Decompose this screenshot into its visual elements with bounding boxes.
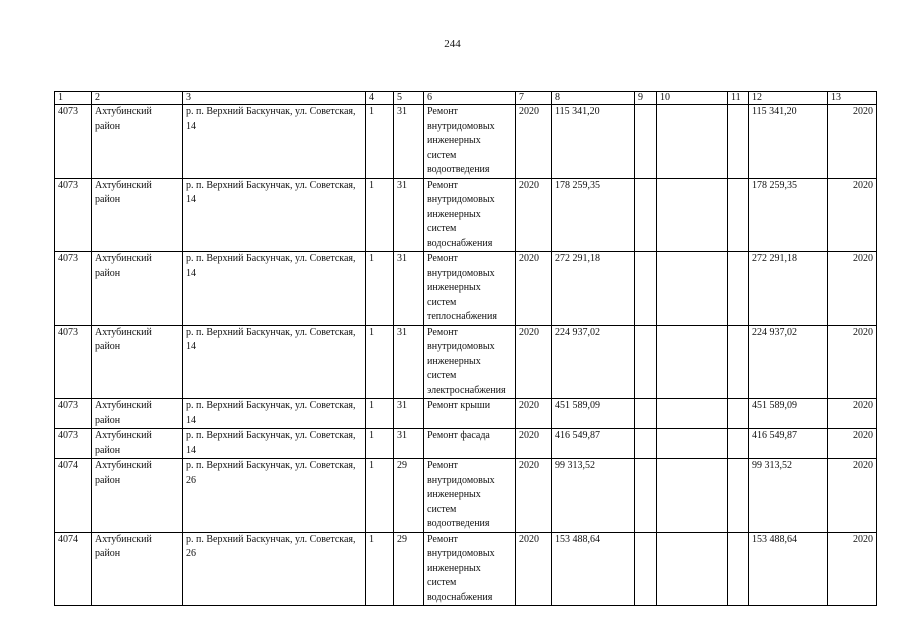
table-cell: Ремонт внутридомовых инженерных систем водоснабжения: [424, 178, 516, 252]
table-cell: 2020: [516, 399, 552, 429]
column-header: 13: [828, 92, 877, 105]
table-cell: р. п. Верхний Баскунчак, ул. Советская, 14: [183, 325, 366, 399]
table-cell: р. п. Верхний Баскунчак, ул. Советская, 14: [183, 252, 366, 326]
table-cell: 416 549,87: [552, 429, 635, 459]
table-cell: [728, 429, 749, 459]
table-cell: 2020: [828, 459, 877, 533]
table-cell: [728, 399, 749, 429]
table-cell: Ремонт внутридомовых инженерных систем водоотведения: [424, 105, 516, 179]
table-cell: 31: [394, 325, 424, 399]
table-cell: 2020: [828, 325, 877, 399]
table-cell: 1: [366, 459, 394, 533]
column-header: 6: [424, 92, 516, 105]
table-cell: 4073: [55, 325, 92, 399]
table-cell: 4073: [55, 178, 92, 252]
column-header: 10: [657, 92, 728, 105]
table-cell: 2020: [828, 532, 877, 606]
table-cell: Ахтубинский район: [92, 105, 183, 179]
table-row: [55, 325, 877, 399]
table-cell: [728, 178, 749, 252]
table-cell: Ахтубинский район: [92, 459, 183, 533]
table-cell: 29: [394, 532, 424, 606]
table-cell: 115 341,20: [749, 105, 828, 179]
table-cell: 4074: [55, 459, 92, 533]
table-cell: Ремонт фасада: [424, 429, 516, 459]
table-row: [55, 178, 877, 252]
table-cell: 4073: [55, 429, 92, 459]
table-row: [55, 532, 877, 606]
table-cell: [657, 105, 728, 179]
column-header: 3: [183, 92, 366, 105]
column-header: 1: [55, 92, 92, 105]
table-cell: 4074: [55, 532, 92, 606]
table-cell: р. п. Верхний Баскунчак, ул. Советская, 14: [183, 178, 366, 252]
table-cell: [635, 399, 657, 429]
table-cell: 451 589,09: [552, 399, 635, 429]
table-cell: 99 313,52: [552, 459, 635, 533]
table-cell: 416 549,87: [749, 429, 828, 459]
table-cell: 99 313,52: [749, 459, 828, 533]
table-cell: 2020: [516, 429, 552, 459]
table-cell: 4073: [55, 105, 92, 179]
table-cell: 31: [394, 399, 424, 429]
table-cell: 1: [366, 532, 394, 606]
table-cell: 2020: [828, 399, 877, 429]
table-cell: 153 488,64: [749, 532, 828, 606]
column-header: 4: [366, 92, 394, 105]
table-cell: р. п. Верхний Баскунчак, ул. Советская, 14: [183, 429, 366, 459]
table-cell: Ремонт внутридомовых инженерных систем водоснабжения: [424, 532, 516, 606]
table-cell: [657, 399, 728, 429]
table-cell: [635, 252, 657, 326]
table-cell: [728, 105, 749, 179]
table-cell: 2020: [516, 532, 552, 606]
table-cell: 31: [394, 429, 424, 459]
table-cell: Ремонт крыши: [424, 399, 516, 429]
table-cell: [635, 429, 657, 459]
table-cell: 1: [366, 105, 394, 179]
table-cell: Ремонт внутридомовых инженерных систем водоотведения: [424, 459, 516, 533]
table-cell: 1: [366, 178, 394, 252]
column-header: 2: [92, 92, 183, 105]
repair-registry-table: [54, 91, 877, 606]
table-cell: 2020: [516, 105, 552, 179]
table-cell: 115 341,20: [552, 105, 635, 179]
table-cell: [635, 178, 657, 252]
table-cell: 272 291,18: [749, 252, 828, 326]
table-cell: Ахтубинский район: [92, 178, 183, 252]
table-cell: [657, 429, 728, 459]
table-row: [55, 459, 877, 533]
table-cell: [635, 532, 657, 606]
table-cell: [657, 325, 728, 399]
table-cell: [657, 252, 728, 326]
table-cell: [728, 325, 749, 399]
column-header: 5: [394, 92, 424, 105]
column-header: 8: [552, 92, 635, 105]
table-cell: Ахтубинский район: [92, 532, 183, 606]
table-row: [55, 105, 877, 179]
column-header: 12: [749, 92, 828, 105]
table-cell: 2020: [516, 325, 552, 399]
table-cell: р. п. Верхний Баскунчак, ул. Советская, 14: [183, 399, 366, 429]
table-cell: [657, 532, 728, 606]
table-cell: 1: [366, 325, 394, 399]
table-cell: Ахтубинский район: [92, 252, 183, 326]
table-row: [55, 429, 877, 459]
table-cell: 1: [366, 429, 394, 459]
table-cell: р. п. Верхний Баскунчак, ул. Советская, 26: [183, 532, 366, 606]
table-cell: 1: [366, 399, 394, 429]
table-cell: [635, 325, 657, 399]
table-row: [55, 399, 877, 429]
table-cell: [657, 178, 728, 252]
table-cell: 4073: [55, 399, 92, 429]
table-cell: Ахтубинский район: [92, 325, 183, 399]
table-cell: 29: [394, 459, 424, 533]
table-cell: Ахтубинский район: [92, 429, 183, 459]
table-cell: 451 589,09: [749, 399, 828, 429]
table-cell: 2020: [828, 429, 877, 459]
table-cell: 178 259,35: [749, 178, 828, 252]
table-header-row: [55, 92, 877, 105]
table-cell: [728, 252, 749, 326]
table-cell: [635, 459, 657, 533]
table-cell: 31: [394, 252, 424, 326]
table-cell: [657, 459, 728, 533]
table-cell: 1: [366, 252, 394, 326]
table-cell: [728, 459, 749, 533]
table-cell: [635, 105, 657, 179]
table-cell: 178 259,35: [552, 178, 635, 252]
table-cell: р. п. Верхний Баскунчак, ул. Советская, 14: [183, 105, 366, 179]
table-cell: Ремонт внутридомовых инженерных систем теплоснабжения: [424, 252, 516, 326]
table-cell: 31: [394, 178, 424, 252]
table-cell: 272 291,18: [552, 252, 635, 326]
column-header: 11: [728, 92, 749, 105]
table-cell: 4073: [55, 252, 92, 326]
table-row: [55, 252, 877, 326]
table-cell: 2020: [516, 459, 552, 533]
column-header: 7: [516, 92, 552, 105]
table-cell: 2020: [516, 252, 552, 326]
table-cell: 2020: [828, 105, 877, 179]
page-number: 244: [444, 38, 461, 50]
column-header: 9: [635, 92, 657, 105]
table-cell: Ремонт внутридомовых инженерных систем электроснабжения: [424, 325, 516, 399]
table-cell: 2020: [828, 252, 877, 326]
table-cell: 224 937,02: [749, 325, 828, 399]
table-cell: р. п. Верхний Баскунчак, ул. Советская, 26: [183, 459, 366, 533]
table-cell: [728, 532, 749, 606]
table-cell: 153 488,64: [552, 532, 635, 606]
table-cell: 31: [394, 105, 424, 179]
table-cell: 2020: [828, 178, 877, 252]
table-cell: 224 937,02: [552, 325, 635, 399]
table-cell: 2020: [516, 178, 552, 252]
table-cell: Ахтубинский район: [92, 399, 183, 429]
